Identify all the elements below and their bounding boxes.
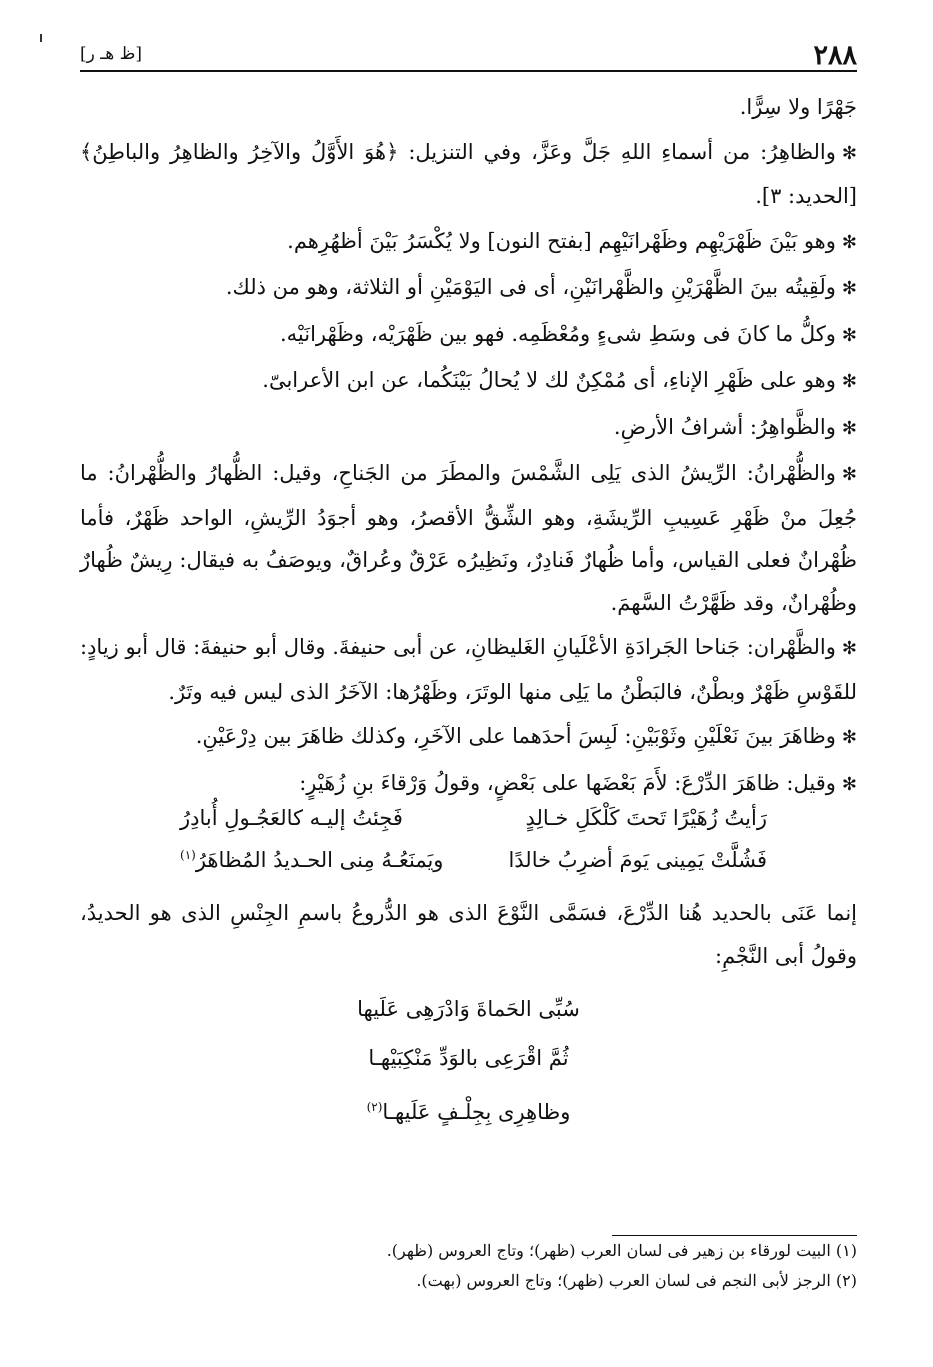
footnote: (٢) الرجز لأبى النجم فى لسان العرب (ظهر)؛ وتاج العروس (بهت). <box>416 1271 857 1290</box>
paragraph-text: وظاهَرَ بينَ نَعْلَيْنِ وثَوْبَيْنِ: لَبِسَ أحدَهما على الآخَرِ، وكذلك ظاهَرَ بين دِرْعَيْنِ. <box>195 724 836 748</box>
asterisk-icon: ✻ <box>841 417 857 439</box>
paragraph-text: والظَّواهِرُ: أشرافُ الأرضِ. <box>613 414 836 439</box>
entry-paragraph <box>80 359 857 404</box>
asterisk-icon: ✻ <box>841 231 857 253</box>
rajaz-text: وظاهِرِى بِجِلْـفٍ عَلَيهـا <box>382 1100 571 1124</box>
paragraph-text: وهو على ظَهْرِ الإناءِ، أى مُمْكِنٌ لك لا يُحالُ بَيْنَكُما، عن ابن الأعرابىّ. <box>262 368 836 392</box>
footnote-marker: (١) <box>180 848 196 862</box>
rajaz-line <box>80 1034 857 1083</box>
entry-body <box>80 86 857 1137</box>
rajaz-text: ثُمَّ اقْرَعِى بالوَدِّ مَنْكِبَيْهـا <box>368 1046 569 1070</box>
paragraph-text: وهو بَيْنَ ظَهْرَيْهِم وظَهْرانَيْهِم [بفتح النون] ولا يُكْسَرُ بَيْنَ أظهُرِهم. <box>287 228 836 253</box>
asterisk-icon: ✻ <box>841 371 857 392</box>
margin-mark <box>40 34 42 42</box>
asterisk-icon: ✻ <box>841 324 857 346</box>
entry-paragraph <box>80 406 857 451</box>
entry-paragraph <box>80 313 857 358</box>
verse-second-hemistich: فَجِئتُ إليـه كالعَجُـولِ أُبادِرُ <box>180 806 403 830</box>
footnote: (١) البيت لورقاء بن زهير فى لسان العرب (ظهر)؛ وتاج العروس (ظهر). <box>386 1241 857 1260</box>
page-header <box>80 40 857 72</box>
header-rule <box>80 70 857 72</box>
entry-paragraph <box>80 220 857 265</box>
rajaz-text: سُبِّى الحَماةَ وَادْرَهِى عَلَيها <box>357 997 580 1021</box>
entry-paragraph: إنما عَنَى بالحديد هُنا الدِّرْعَ، فسَمَّى النَّوْعَ الذى هو الدُّروعُ باسمِ الجِنْسِ الذى هو الحديدُ، وقولُ أبى النَّجْمِ: <box>80 901 857 968</box>
entry-paragraph <box>80 626 857 713</box>
rajaz-line <box>80 1083 857 1137</box>
asterisk-icon: ✻ <box>841 142 857 164</box>
footnotes <box>80 1235 857 1296</box>
asterisk-icon: ✻ <box>841 727 857 748</box>
paragraph-text: ولَقِيتُه بينَ الظَّهْرَيْنِ والظَّهْرانَيْنِ، أى فى اليَوْمَيْنِ أو الثلاثة، وهو من ذلك. <box>225 275 836 299</box>
paragraph-text: والظَّهْران: جَناحا الجَرادَةِ الأعْلَيانِ الغَليظانِ، عن أبى حنيفةَ. وقال أبو حنيفةَ: قال أبو زيادٍ: للقَوْسِ ظَهْرٌ وبطْنٌ، فالبَطْنُ ما يَلِى منها الوتَرَ، وظَهْرُها: الآخَرُ الذى ليس فيه وتَرٌ. <box>80 635 857 704</box>
entry-paragraph <box>80 131 857 218</box>
poem-verse <box>80 848 857 890</box>
paragraph-text: والظُّهْرانُ: الرِّيشُ الذى يَلِى الشَّمْسَ والمطَرَ من الجَناحِ، وقيل: الظُّهارُ والظُّهْرانُ: ما جُعِلَ منْ ظَهْرِ عَسِيبِ الرِّيشَةِ، وهو الشِّقُّ الأقصرُ، وهو أجوَدُ الرِّيشِ، الواحد ظَهْرٌ، فأما ظُهْرانٌ فعلى القياس، وأما ظُهارٌ فَنادِرٌ، ونَظِيرُه عَرْقٌ وعُراقٌ، ويوصَفُ به فيقال: رِيشٌ ظُهارٌ وظُهْرانٌ، وقد ظَهَّرْتُ السَّهمَ. <box>80 461 857 615</box>
paragraph-text: والظاهِرُ: من أسماءِ اللهِ جَلَّ وعَزَّ، وفي التنزيل: ﴿هُوَ الأَوَّلُ والآخِرُ والظاهِرُ والباطِنُ﴾ [الحديد: ٣]. <box>80 139 857 208</box>
hemistich-text: ويَمنَعُـهُ مِنى الحـديدُ المُظاهَرُ <box>195 848 444 872</box>
verse-first-hemistich: رَأيتُ زُهَيْرًا تَحتَ كَلْكَلِ خـالِدٍ <box>525 806 767 830</box>
asterisk-icon: ✻ <box>841 464 857 485</box>
footnote-marker: (٢) <box>366 1100 383 1114</box>
page-number: ٢٨٨ <box>813 40 857 71</box>
verse-second-hemistich <box>180 848 510 872</box>
entry-paragraph <box>80 762 857 807</box>
paragraph-text: جَهْرًا ولا سِرًّا. <box>739 95 857 119</box>
asterisk-icon: ✻ <box>841 278 857 299</box>
rajaz-poem <box>80 985 857 1137</box>
entry-paragraph <box>80 715 857 760</box>
entry-paragraph <box>80 452 857 624</box>
poem-verse <box>80 806 857 848</box>
paragraph-text: وكلُّ ما كانَ فى وسَطِ شىءٍ ومُعْظَمِه. فهو بين ظَهْرَيْه، وظَهْرانَيْه. <box>279 321 836 346</box>
root-tag: [ظ هـ ر] <box>80 44 142 64</box>
entry-paragraph <box>80 86 857 129</box>
rajaz-line <box>80 985 857 1034</box>
verse-first-hemistich: فَشُلَّتْ يَمِينى يَومَ أضرِبُ خالدًا <box>508 848 767 872</box>
asterisk-icon: ✻ <box>841 638 857 659</box>
entry-paragraph <box>80 266 857 311</box>
asterisk-icon: ✻ <box>841 773 857 795</box>
paragraph-text: وقيل: ظاهَرَ الدِّرْعَ: لأَمَ بَعْضَها على بَعْضٍ، وقولُ وَرْقاءَ بنِ زُهَيْرٍ: <box>299 770 836 795</box>
